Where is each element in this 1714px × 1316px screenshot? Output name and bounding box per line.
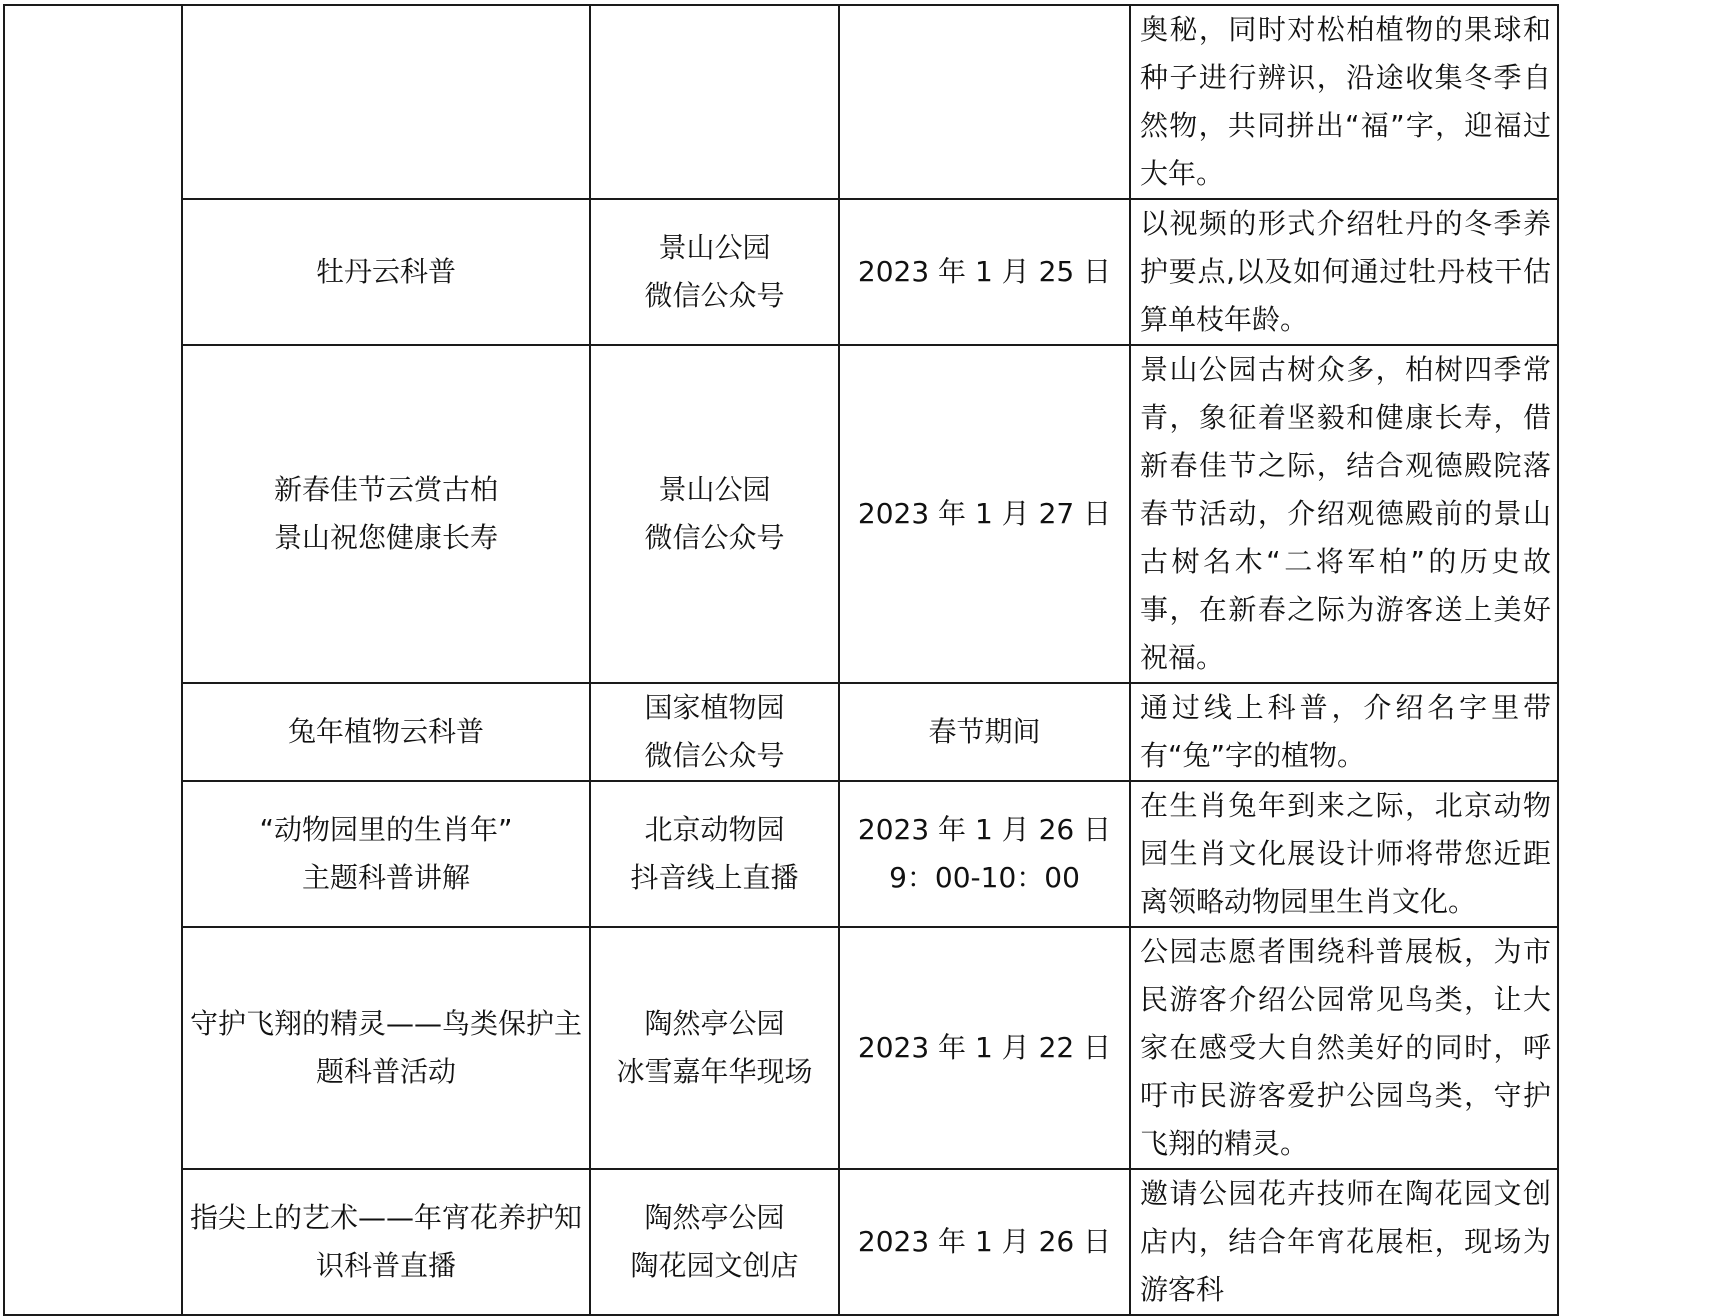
description-text: 奥秘，同时对松柏植物的果球和种子进行辨识，沿途收集冬季自然物，共同拼出“福”字，迎福过大年。 <box>1140 13 1551 190</box>
category-cell <box>4 5 182 1315</box>
activity-name-line: 题科普活动 <box>315 1055 456 1088</box>
venue-line: 景山公园 <box>658 231 771 264</box>
date-cell <box>839 345 1130 683</box>
activity-name-cell <box>182 199 590 345</box>
activity-name-cell <box>182 5 590 199</box>
table-row <box>4 199 1558 345</box>
venue-line: 陶花园文创店 <box>630 1249 799 1282</box>
description-text: 景山公园古树众多，柏树四季常青，象征着坚毅和健康长寿，借新春佳节之际，结合观德殿院落春节活动，介绍观德殿前的景山古树名木“二将军柏”的历史故事，在新春之际为游客送上美好祝福。 <box>1140 353 1551 674</box>
venue-line: 微信公众号 <box>644 739 785 772</box>
venue-line: 景山公园 <box>658 473 771 506</box>
date-cell <box>839 1169 1130 1315</box>
venue-cell <box>590 5 839 199</box>
activity-name-line: 识科普直播 <box>315 1249 456 1282</box>
table-row <box>4 683 1558 781</box>
activity-name-line: “动物园里的生肖年” <box>259 813 513 846</box>
date-cell <box>839 781 1130 927</box>
date-cell <box>839 683 1130 781</box>
date-line: 2023 年 1 月 27 日 <box>857 497 1112 530</box>
venue-cell <box>590 199 839 345</box>
activity-name-line: 牡丹云科普 <box>315 255 456 288</box>
date-line: 2023 年 1 月 22 日 <box>857 1031 1112 1064</box>
description-cell <box>1130 683 1558 781</box>
activities-table <box>3 4 1559 1316</box>
date-line: 2023 年 1 月 26 日 <box>857 1225 1112 1258</box>
description-cell <box>1130 1169 1558 1315</box>
date-line: 2023 年 1 月 26 日 <box>857 813 1112 846</box>
table-row <box>4 1169 1558 1315</box>
venue-line: 国家植物园 <box>644 691 785 724</box>
activity-name-cell <box>182 345 590 683</box>
description-cell <box>1130 199 1558 345</box>
venue-cell <box>590 1169 839 1315</box>
activity-name-cell <box>182 1169 590 1315</box>
venue-line: 陶然亭公园 <box>644 1007 785 1040</box>
date-cell <box>839 927 1130 1169</box>
description-text: 公园志愿者围绕科普展板，为市民游客介绍公园常见鸟类，让大家在感受大自然美好的同时，呼吁市民游客爱护公园鸟类，守护飞翔的精灵。 <box>1140 935 1551 1160</box>
table-row <box>4 345 1558 683</box>
description-text: 以视频的形式介绍牡丹的冬季养护要点,以及如何通过牡丹枝干估算单枝年龄。 <box>1140 207 1551 336</box>
date-cell <box>839 5 1130 199</box>
venue-cell <box>590 683 839 781</box>
description-cell <box>1130 781 1558 927</box>
activity-name-line: 守护飞翔的精灵——鸟类保护主 <box>189 1007 582 1040</box>
table-row <box>4 5 1558 199</box>
table-row <box>4 781 1558 927</box>
venue-line: 陶然亭公园 <box>644 1201 785 1234</box>
venue-line: 微信公众号 <box>644 521 785 554</box>
table-row <box>4 927 1558 1169</box>
venue-cell <box>590 345 839 683</box>
activity-name-line: 新春佳节云赏古柏 <box>273 473 498 506</box>
activity-name-cell <box>182 683 590 781</box>
venue-cell <box>590 781 839 927</box>
description-cell <box>1130 345 1558 683</box>
activity-name-line: 主题科普讲解 <box>301 861 470 894</box>
activity-name-line: 景山祝您健康长寿 <box>273 521 498 554</box>
date-line: 9：00-10：00 <box>889 861 1080 894</box>
date-cell <box>839 199 1130 345</box>
venue-line: 冰雪嘉年华现场 <box>616 1055 813 1088</box>
activity-name-line: 指尖上的艺术——年宵花养护知 <box>189 1201 582 1234</box>
venue-line: 抖音线上直播 <box>630 861 799 894</box>
activity-name-cell <box>182 927 590 1169</box>
date-line: 2023 年 1 月 25 日 <box>857 255 1112 288</box>
date-line: 春节期间 <box>928 715 1041 748</box>
venue-line: 北京动物园 <box>644 813 785 846</box>
venue-line: 微信公众号 <box>644 279 785 312</box>
activities-table-body <box>4 5 1558 1315</box>
activity-name-line: 兔年植物云科普 <box>287 715 484 748</box>
description-text: 在生肖兔年到来之际，北京动物园生肖文化展设计师将带您近距离领略动物园里生肖文化。 <box>1140 789 1551 918</box>
description-cell <box>1130 927 1558 1169</box>
venue-cell <box>590 927 839 1169</box>
description-text: 邀请公园花卉技师在陶花园文创店内，结合年宵花展柜，现场为游客科 <box>1140 1177 1551 1306</box>
description-text: 通过线上科普，介绍名字里带有“兔”字的植物。 <box>1140 691 1551 772</box>
description-cell <box>1130 5 1558 199</box>
activity-name-cell <box>182 781 590 927</box>
